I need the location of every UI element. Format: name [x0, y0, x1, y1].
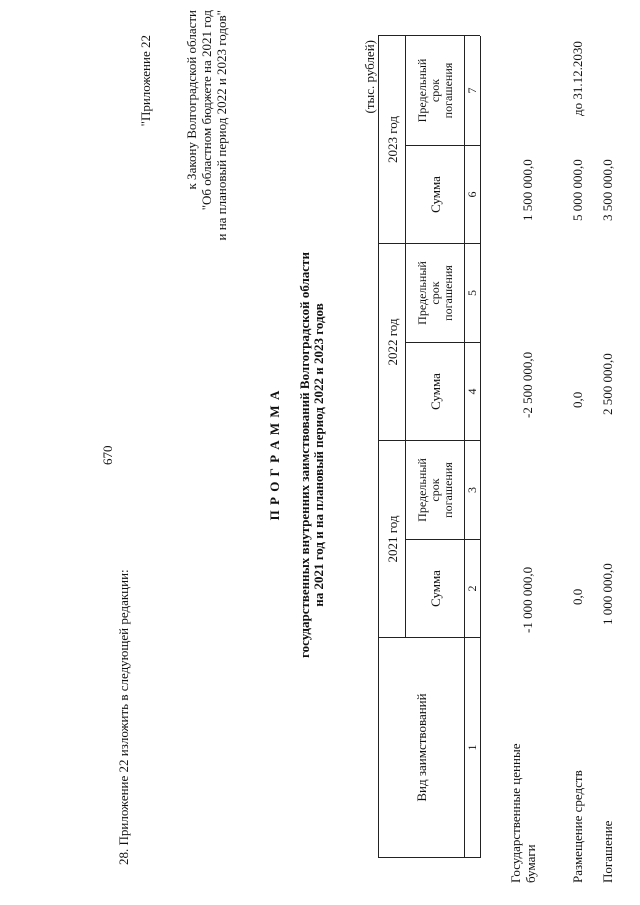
program-subtitle-1: государственных внутренних заимствований Волгоградской области — [297, 252, 312, 658]
row-value-2023: 5 000 000,0 — [570, 159, 585, 221]
appendix-title: "Приложение 22 — [138, 35, 153, 127]
col-number: 7 — [465, 87, 479, 94]
term-header-2023: Предельный срок погашения — [414, 58, 455, 123]
col-number: 3 — [465, 487, 479, 493]
appendix-line2: "Об областном бюджете на 2021 год — [199, 10, 214, 211]
page-number: 670 — [100, 445, 115, 465]
year-header-2023: 2023 год — [384, 116, 400, 163]
year-header-2021: 2021 год — [384, 515, 400, 563]
intro-text: 28. Приложение 22 изложить в следующей редакции: — [116, 569, 131, 865]
year-header-2022: 2022 год — [384, 318, 400, 366]
row-value-2022: 0,0 — [570, 391, 585, 408]
term-header-2021: Предельный срок погашения — [414, 458, 455, 522]
row-value-2021: 0,0 — [570, 588, 585, 605]
units-label: (тыс. рублей) — [362, 40, 377, 114]
program-subtitle-2: на 2021 год и на плановый период 2022 и 2023 годов — [311, 303, 326, 607]
sum-header-2022: Сумма — [427, 373, 443, 410]
col-number: 6 — [465, 191, 479, 198]
row-term-2023: до 31.12.2030 — [570, 41, 585, 116]
row-value-2023: 3 500 000,0 — [600, 159, 615, 221]
row-value-2023: 1 500 000,0 — [520, 159, 535, 221]
row-value-2021: -1 000 000,0 — [520, 566, 535, 633]
row-value-2022: -2 500 000,0 — [520, 351, 535, 418]
program-title: П Р О Г Р А М М А — [267, 389, 282, 521]
sum-header-2021: Сумма — [427, 570, 443, 607]
col-number: 2 — [465, 585, 479, 592]
term-header-2022: Предельный срок погашения — [414, 261, 455, 325]
sum-header-2023: Сумма — [427, 176, 443, 213]
row-value-2022: 2 500 000,0 — [600, 353, 615, 415]
table-row-label: Размещение средств — [570, 770, 585, 883]
row-value-2021: 1 000 000,0 — [600, 563, 615, 625]
col-header-type: Вид заимствований — [414, 693, 429, 802]
appendix-line1: к Закону Волгоградской области — [184, 10, 199, 190]
appendix-line3: и на плановый период 2022 и 2023 годов" — [214, 10, 229, 241]
col-number: 1 — [465, 744, 479, 751]
col-number: 5 — [465, 290, 479, 296]
table-row-label: Государственные ценные бумаги — [508, 743, 538, 883]
table-row-label: Погашение — [600, 820, 615, 883]
col-number: 4 — [465, 388, 479, 395]
